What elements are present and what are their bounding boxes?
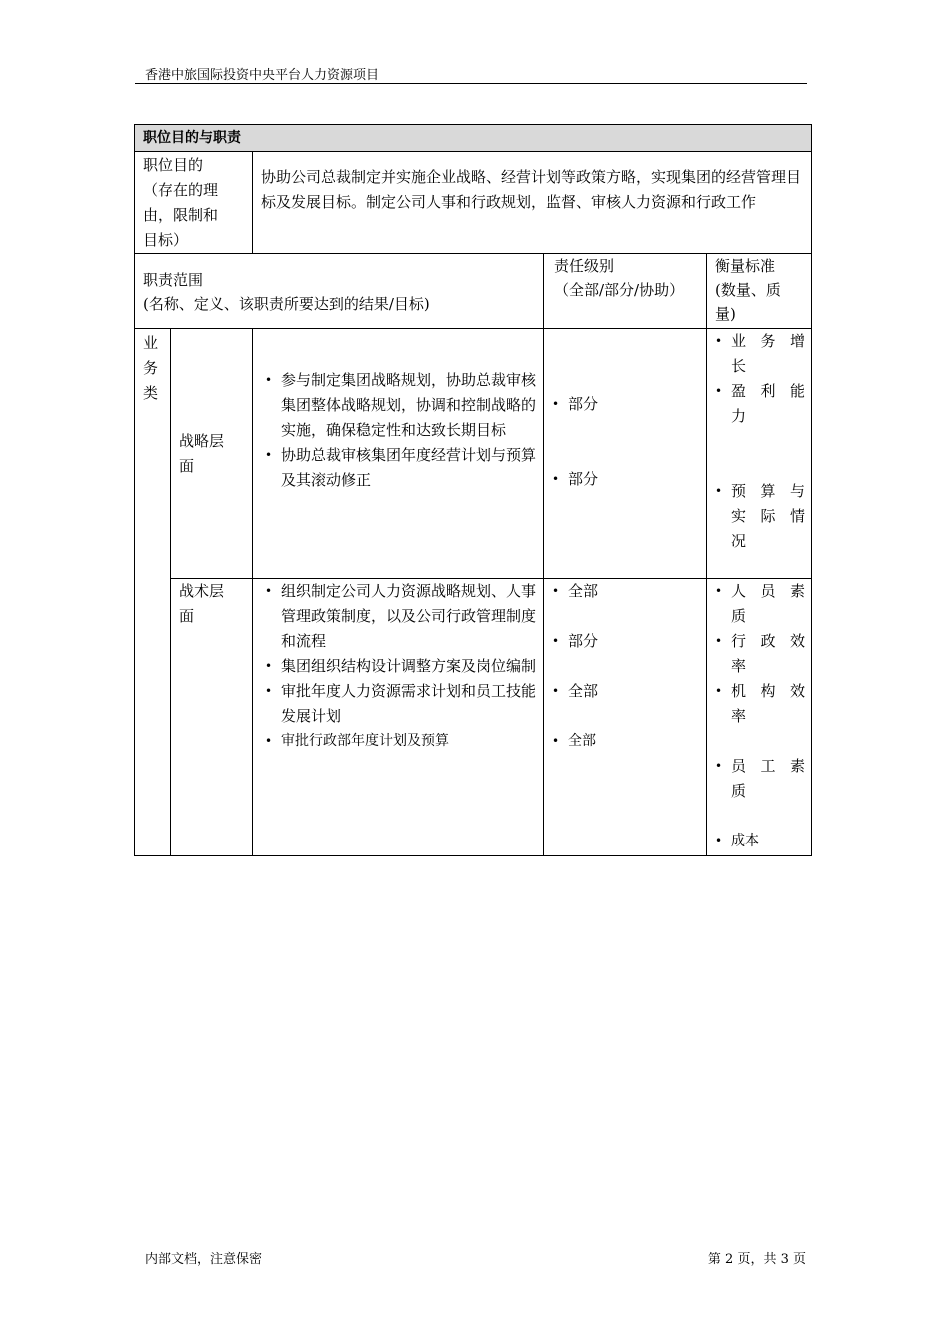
section-title: 职位目的与职责 bbox=[135, 125, 812, 152]
strategic-levels bbox=[544, 329, 707, 579]
header-rule bbox=[135, 83, 807, 84]
purpose-label bbox=[135, 152, 253, 254]
list-item: • 组织制定公司人力资源战略规划、人事管理政策制度，以及公司行政管理制度和流程 bbox=[265, 579, 537, 654]
level-value: • 部分 bbox=[552, 392, 702, 417]
measure-item: • 人员素 质 bbox=[715, 579, 805, 629]
scope-header-subtitle: (名称、定义、该职责所要达到的结果/目标) bbox=[143, 295, 430, 313]
purpose-label-line: 目标） bbox=[143, 231, 189, 249]
level-header-subtitle: （全部/部分/协助） bbox=[554, 281, 685, 299]
category-char: 类 bbox=[143, 384, 159, 402]
measure-header-subtitle: 量) bbox=[715, 305, 736, 323]
level-header bbox=[544, 254, 707, 329]
purpose-text: 协助公司总裁制定并实施企业战略、经营计划等政策方略，实现集团的经营管理目标及发展目标。制定公司人事和行政规划，监督、审核人力资源和行政工作 bbox=[253, 152, 812, 254]
tactical-measures bbox=[707, 579, 812, 856]
measure-item: • 盈利能 力 bbox=[715, 379, 805, 429]
subcategory-label: 战术层 bbox=[179, 582, 225, 600]
measure-header-title: 衡量标准 bbox=[715, 257, 776, 275]
subcategory-label: 战略层 bbox=[179, 432, 225, 450]
level-value: • 全部 bbox=[552, 579, 702, 604]
footer-page-number: 第 2 页，共 3 页 bbox=[707, 1252, 806, 1267]
measure-header-subtitle: (数量、质 bbox=[715, 281, 781, 299]
category-char: 业 bbox=[143, 334, 159, 352]
duty-table bbox=[134, 124, 812, 856]
list-item: • 协助总裁审核集团年度经营计划与预算及其滚动修正 bbox=[265, 443, 537, 493]
measure-item: • 机构效 率 bbox=[715, 679, 805, 729]
level-value: • 部分 bbox=[552, 629, 702, 654]
footer-confidential: 内部文档，注意保密 bbox=[145, 1252, 263, 1267]
subcategory-tactical bbox=[171, 579, 253, 856]
purpose-label-line: （存在的理 bbox=[143, 181, 219, 199]
purpose-label-line: 由，限制和 bbox=[143, 206, 219, 224]
list-item: • 参与制定集团战略规划，协助总裁审核集团整体战略规划，协调和控制战略的实施，确保稳定性和达致长期目标 bbox=[265, 368, 537, 443]
scope-header-title: 职责范围 bbox=[143, 271, 204, 289]
subcategory-label: 面 bbox=[179, 607, 195, 625]
level-value: • 部分 bbox=[552, 467, 702, 492]
measure-item: • 业务增 长 bbox=[715, 329, 805, 379]
category-business bbox=[135, 329, 171, 856]
scope-header bbox=[135, 254, 544, 329]
level-header-title: 责任级别 bbox=[554, 257, 615, 275]
list-item: • 审批行政部年度计划及预算 bbox=[265, 729, 537, 754]
document-header-title: 香港中旅国际投资中央平台人力资源项目 bbox=[145, 68, 380, 83]
measure-item: • 成本 bbox=[715, 829, 805, 854]
level-value: • 全部 bbox=[552, 679, 702, 704]
tactical-levels bbox=[544, 579, 707, 856]
purpose-label-line: 职位目的 bbox=[143, 156, 204, 174]
measure-item: • 员工素 质 bbox=[715, 754, 805, 804]
list-item: • 集团组织结构设计调整方案及岗位编制 bbox=[265, 654, 537, 679]
measure-item: • 行政效 率 bbox=[715, 629, 805, 679]
measure-item: • 预算与 实际情 况 bbox=[715, 479, 805, 554]
tactical-items bbox=[253, 579, 544, 856]
strategic-items bbox=[253, 329, 544, 579]
subcategory-label: 面 bbox=[179, 457, 195, 475]
category-char: 务 bbox=[143, 359, 159, 377]
list-item: • 审批年度人力资源需求计划和员工技能发展计划 bbox=[265, 679, 537, 729]
level-value: • 全部 bbox=[552, 729, 702, 754]
strategic-measures bbox=[707, 329, 812, 579]
subcategory-strategic bbox=[171, 329, 253, 579]
measure-header bbox=[707, 254, 812, 329]
